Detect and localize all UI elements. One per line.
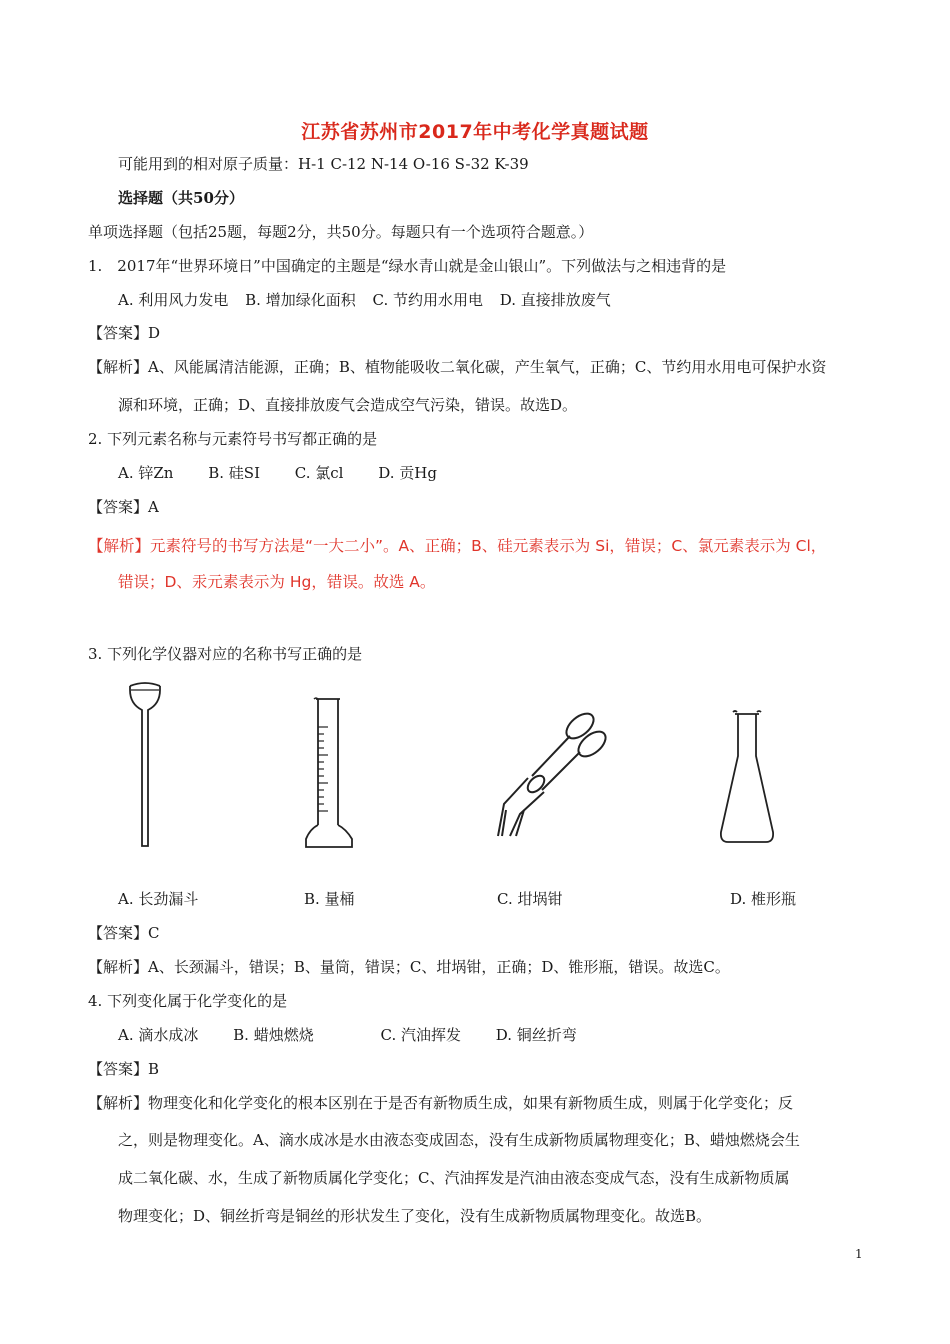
graduated-cylinder-icon: [304, 697, 354, 849]
instructions: 单项选择题（包括25题，每题2分，共50分。每题只有一个选项符合题意。）: [88, 223, 594, 241]
q1-options: [118, 290, 611, 310]
q4-analysis-line2: 之，则是物理变化。A、滴水成冰是水由液态变成固态，没有生成新物质属物理变化；B、蜡烛燃烧会生: [118, 1131, 800, 1149]
q3-label-a: A. 长劲漏斗: [118, 890, 199, 908]
long-neck-funnel-icon: [125, 680, 165, 850]
q2-option-b: B. 硅SI: [208, 464, 260, 482]
page-title: 江苏省苏州市2017年中考化学真题试题: [301, 121, 649, 143]
q1-option-b: B. 增加绿化面积: [245, 291, 356, 309]
q1-option-a: A. 利用风力发电: [118, 291, 229, 309]
q1-answer: 【答案】D: [88, 324, 161, 342]
q4-option-d: D. 铜丝折弯: [495, 1026, 577, 1044]
section-heading: 选择题（共50分）: [118, 189, 244, 207]
q1-option-d: D. 直接排放废气: [499, 291, 611, 309]
q4-options: [118, 1025, 577, 1045]
q4-analysis-line1: 【解析】物理变化和化学变化的根本区别在于是否有新物质生成，如果有新物质生成，则属于化学变化；反: [88, 1094, 794, 1112]
q3-label-c: C. 坩埚钳: [497, 890, 563, 908]
q2-stem: 2. 下列元素名称与元素符号书写都正确的是: [88, 430, 378, 448]
q3-label-d: D. 椎形瓶: [730, 890, 797, 908]
atomic-mass-line: 可能用到的相对原子质量：H-1 C-12 N-14 O-16 S-32 K-39: [118, 155, 529, 173]
conical-flask-icon: [718, 710, 776, 846]
q2-option-a: A. 锌Zn: [118, 464, 174, 482]
q3-analysis: 【解析】A、长颈漏斗，错误；B、量筒，错误；C、坩埚钳，正确；D、锥形瓶，错误。故选C。: [88, 958, 730, 976]
q2-analysis-line1: 【解析】元素符号的书写方法是“一大二小”。A、正确；B、硅元素表示为 Si，错误；C、氯元素表示为 Cl，: [88, 537, 827, 555]
q2-answer: 【答案】A: [88, 498, 159, 516]
q4-analysis-line4: 物理变化；D、铜丝折弯是铜丝的形状发生了变化，没有生成新物质属物理变化。故选B。: [118, 1207, 712, 1225]
crucible-tongs-icon: [492, 706, 612, 840]
q3-answer: 【答案】C: [88, 924, 160, 942]
q2-option-c: C. 氯cl: [294, 464, 344, 482]
q2-options: [118, 463, 437, 483]
q4-option-b: B. 蜡烛燃烧: [233, 1026, 314, 1044]
q1-stem: 1. 2017年“世界环境日”中国确定的主题是“绿水青山就是金山银山”。下列做法与之相违背的是: [88, 257, 727, 275]
q1-option-c: C. 节约用水用电: [372, 291, 483, 309]
q3-stem: 3. 下列化学仪器对应的名称书写正确的是: [88, 645, 363, 663]
q4-answer: 【答案】B: [88, 1060, 160, 1078]
q4-analysis-line3: 成二氧化碳、水，生成了新物质属化学变化；C、汽油挥发是汽油由液态变成气态，没有生成新物质属: [118, 1169, 790, 1187]
q1-analysis-line1: 【解析】A、风能属清洁能源，正确；B、植物能吸收二氧化碳，产生氧气，正确；C、节约用水用电可保护水资: [88, 358, 827, 376]
q4-option-a: A. 滴水成冰: [118, 1026, 199, 1044]
q4-stem: 4. 下列变化属于化学变化的是: [88, 992, 288, 1010]
q3-label-b: B. 量桶: [304, 890, 355, 908]
q1-analysis-line2: 源和环境，正确；D、直接排放废气会造成空气污染，错误。故选D。: [118, 396, 578, 414]
q2-analysis-line2: 错误；D、汞元素表示为 Hg，错误。故选 A。: [118, 573, 436, 591]
q2-option-d: D. 贡Hg: [378, 464, 437, 482]
q4-option-c: C. 汽油挥发: [380, 1026, 461, 1044]
page-number: 1: [855, 1247, 863, 1261]
